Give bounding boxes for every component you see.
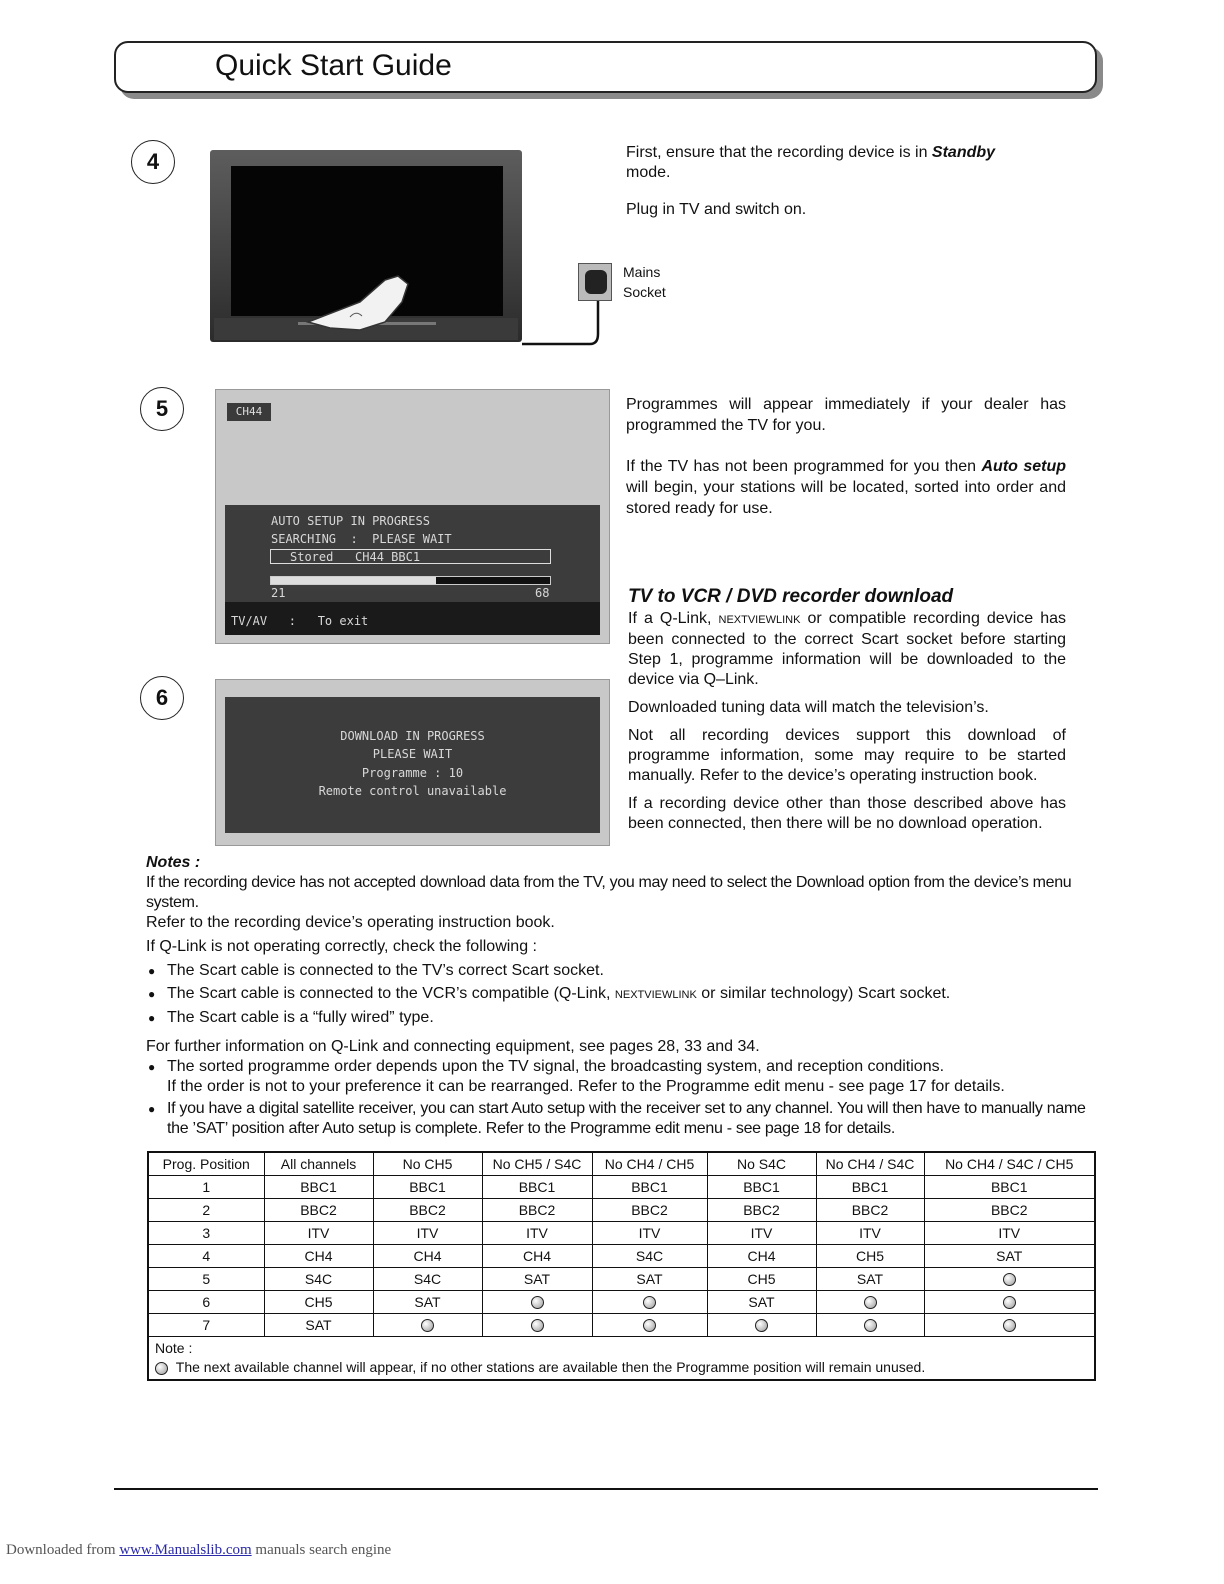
osd-auto-setup-line1: AUTO SETUP IN PROGRESS <box>271 514 430 528</box>
table-cell <box>482 1314 592 1337</box>
download-p1-a: If a Q-Link, <box>628 610 719 627</box>
table-cell: ITV <box>264 1222 373 1245</box>
table-cell: CH4 <box>707 1245 816 1268</box>
note-2: Refer to the recording device’s operating instruction book. <box>146 914 555 931</box>
osd-footer-text: TV/AV : To exit <box>231 614 369 628</box>
table-cell: BBC1 <box>592 1176 707 1199</box>
table-cell: BBC1 <box>707 1176 816 1199</box>
table-cell: BBC2 <box>924 1199 1095 1222</box>
table-cell: 7 <box>148 1314 264 1337</box>
mains-label-line2: Socket <box>623 284 666 300</box>
table-cell: BBC1 <box>816 1176 924 1199</box>
table-row <box>148 1176 1095 1199</box>
standby-term: Standby <box>931 144 996 161</box>
osd-stored-text: Stored CH44 BBC1 <box>290 550 421 564</box>
auto-setup-term: Auto setup <box>981 458 1067 475</box>
table-cell: S4C <box>264 1268 373 1291</box>
table-cell: CH5 <box>707 1268 816 1291</box>
table-cell: BBC2 <box>816 1199 924 1222</box>
table-header: Prog. Position <box>148 1152 264 1176</box>
table-cell: ITV <box>816 1222 924 1245</box>
note-bullet-1: ● The Scart cable is connected to the TV’s correct Scart socket. <box>146 961 1096 981</box>
note-bullet-4 <box>146 1057 1096 1097</box>
table-cell: CH5 <box>816 1245 924 1268</box>
table-cell: ITV <box>924 1222 1095 1245</box>
step4-instructions <box>626 143 1066 220</box>
table-row <box>148 1222 1095 1245</box>
note-bullet-3: ● The Scart cable is a “fully wired” type. <box>146 1008 1096 1028</box>
table-cell: BBC1 <box>264 1176 373 1199</box>
step5-text <box>626 394 1066 519</box>
table-header: All channels <box>264 1152 373 1176</box>
table-cell: SAT <box>816 1268 924 1291</box>
unused-position-icon <box>531 1296 544 1309</box>
table-cell: 4 <box>148 1245 264 1268</box>
osd-download-line2: PLEASE WAIT <box>372 747 453 761</box>
table-cell: CH5 <box>264 1291 373 1314</box>
page-title: Quick Start Guide <box>215 49 452 82</box>
table-cell: SAT <box>924 1245 1095 1268</box>
table-cell: BBC1 <box>482 1176 592 1199</box>
table-header-row <box>148 1152 1095 1176</box>
table-cell: CH4 <box>264 1245 373 1268</box>
unused-position-icon <box>531 1319 544 1332</box>
pointing-hand-icon <box>290 262 430 337</box>
osd-range-end: 68 <box>535 586 550 600</box>
note-1: If the recording device has not accepted download data from the TV, you may need to select the Download option from the device’s menu system. <box>146 874 1072 911</box>
table-row <box>148 1199 1095 1222</box>
osd-progress-fill <box>271 577 436 584</box>
unused-position-icon <box>864 1296 877 1309</box>
unused-position-icon <box>864 1319 877 1332</box>
table-cell: 5 <box>148 1268 264 1291</box>
osd-range-start: 21 <box>271 586 286 600</box>
table-cell: 3 <box>148 1222 264 1245</box>
note-bullet-2-b: or similar technology) Scart socket. <box>696 985 951 1002</box>
table-note <box>148 1337 1095 1381</box>
unused-position-icon <box>155 1362 168 1375</box>
note-bullet-4-line1: The sorted programme order depends upon the TV signal, the broadcasting system, and reception conditions. <box>167 1058 945 1075</box>
table-header: No CH4 / S4C <box>816 1152 924 1176</box>
table-cell: SAT <box>707 1291 816 1314</box>
download-heading: TV to VCR / DVD recorder download <box>628 586 954 607</box>
download-credit-pre: Downloaded from <box>6 1542 120 1558</box>
note-bullet-2-brand: NEXTVIEWLINK <box>614 989 697 1001</box>
table-header: No CH4 / CH5 <box>592 1152 707 1176</box>
table-cell: CH4 <box>373 1245 482 1268</box>
unused-position-icon <box>755 1319 768 1332</box>
table-cell <box>924 1268 1095 1291</box>
table-cell <box>592 1291 707 1314</box>
table-cell: BBC2 <box>264 1199 373 1222</box>
table-cell: ITV <box>592 1222 707 1245</box>
table-note-label: Note : <box>155 1340 193 1356</box>
download-p4: If a recording device other than those described above has been connected, then there will be no download operation. <box>628 795 1066 832</box>
mains-label-line1: Mains <box>623 264 661 280</box>
note-bullet-4-line2: If the order is not to your preference it can be rearranged. Refer to the Programme edit menu - see page 17 for details. <box>167 1078 1005 1095</box>
table-cell <box>707 1314 816 1337</box>
download-text <box>628 609 1066 834</box>
download-credit-post: manuals search engine <box>251 1542 392 1558</box>
table-cell: SAT <box>373 1291 482 1314</box>
notes-section <box>146 853 1096 1139</box>
plug-icon <box>585 270 607 294</box>
table-cell <box>924 1314 1095 1337</box>
manualslib-link[interactable]: www.Manualslib.com <box>119 1542 252 1558</box>
table-cell <box>592 1314 707 1337</box>
download-p3: Not all recording devices support this download of programme information, some may require to be started manually. Refer to the device’s operating instruction book. <box>628 727 1066 784</box>
download-p1-b: or compatible recording device has been connected to the correct Scart socket before starting Step 1, programme information will be downloaded to the device via Q–Link. <box>628 610 1066 688</box>
nextviewlink-brand: NEXTVIEWLINK <box>718 614 801 626</box>
table-cell: ITV <box>482 1222 592 1245</box>
unused-position-icon <box>1003 1296 1016 1309</box>
table-cell <box>482 1291 592 1314</box>
table-header: No CH5 <box>373 1152 482 1176</box>
channel-indicator: CH44 <box>227 403 271 421</box>
step5-para2-a: If the TV has not been programmed for you then <box>626 458 982 475</box>
mains-socket-label <box>623 262 666 302</box>
table-header: No S4C <box>707 1152 816 1176</box>
table-row <box>148 1291 1095 1314</box>
notes-title: Notes : <box>146 854 201 871</box>
step4-line2: Plug in TV and switch on. <box>626 201 807 218</box>
table-cell: SAT <box>592 1268 707 1291</box>
table-row <box>148 1314 1095 1337</box>
table-cell: BBC2 <box>707 1199 816 1222</box>
table-cell: 1 <box>148 1176 264 1199</box>
download-credit <box>6 1542 391 1559</box>
table-cell: CH4 <box>482 1245 592 1268</box>
table-cell: ITV <box>373 1222 482 1245</box>
osd-download-line3: Programme : 10 <box>361 766 464 780</box>
table-cell <box>924 1291 1095 1314</box>
table-note-text: The next available channel will appear, if no other stations are available then the Programme position will remain unused. <box>175 1359 926 1375</box>
table-cell: ITV <box>707 1222 816 1245</box>
table-cell: SAT <box>264 1314 373 1337</box>
table-row <box>148 1268 1095 1291</box>
programme-position-table <box>147 1151 1096 1381</box>
note-4: For further information on Q-Link and connecting equipment, see pages 28, 33 and 34. <box>146 1038 760 1055</box>
table-cell <box>816 1291 924 1314</box>
table-header: No CH5 / S4C <box>482 1152 592 1176</box>
table-cell: BBC1 <box>924 1176 1095 1199</box>
table-cell <box>373 1314 482 1337</box>
unused-position-icon <box>1003 1319 1016 1332</box>
table-cell: SAT <box>482 1268 592 1291</box>
step-6-badge: 6 <box>140 676 184 720</box>
osd-auto-setup-line2: SEARCHING : PLEASE WAIT <box>271 532 452 546</box>
download-p2: Downloaded tuning data will match the television’s. <box>628 699 989 716</box>
table-note-row <box>148 1337 1095 1381</box>
step5-para2-b: will begin, your stations will be located, sorted into order and stored ready for use. <box>626 479 1066 517</box>
note-bullet-2-a: The Scart cable is connected to the VCR’s compatible (Q-Link, <box>167 985 615 1002</box>
unused-position-icon <box>643 1319 656 1332</box>
table-cell: BBC1 <box>373 1176 482 1199</box>
step4-line1: First, ensure that the recording device is in <box>626 144 932 161</box>
osd-download-line1: DOWNLOAD IN PROGRESS <box>340 729 485 743</box>
table-cell: 6 <box>148 1291 264 1314</box>
step-5-badge: 5 <box>140 387 184 431</box>
table-cell: BBC2 <box>373 1199 482 1222</box>
unused-position-icon <box>1003 1273 1016 1286</box>
footer-rule <box>114 1488 1098 1490</box>
note-bullet-5: ● If you have a digital satellite receiver, you can start Auto setup with the receiver set to any channel. You will then have to manually name the ’SAT’ position after Auto setup is complete. Refer to the Programme edit menu - see page 18 for details. <box>146 1099 1096 1139</box>
table-cell: BBC2 <box>482 1199 592 1222</box>
note-bullet-2 <box>146 984 1096 1005</box>
step5-para1: Programmes will appear immediately if your dealer has programmed the TV for you. <box>626 396 1066 434</box>
note-3: If Q-Link is not operating correctly, check the following : <box>146 938 537 955</box>
table-cell: BBC2 <box>592 1199 707 1222</box>
osd-download-line4: Remote control unavailable <box>318 784 507 798</box>
table-row <box>148 1245 1095 1268</box>
table-cell <box>816 1314 924 1337</box>
table-cell: S4C <box>592 1245 707 1268</box>
step-4-badge: 4 <box>131 140 175 184</box>
table-cell: S4C <box>373 1268 482 1291</box>
table-cell: 2 <box>148 1199 264 1222</box>
table-header: No CH4 / S4C / CH5 <box>924 1152 1095 1176</box>
step4-line1-end: mode. <box>626 164 671 181</box>
unused-position-icon <box>421 1319 434 1332</box>
unused-position-icon <box>643 1296 656 1309</box>
